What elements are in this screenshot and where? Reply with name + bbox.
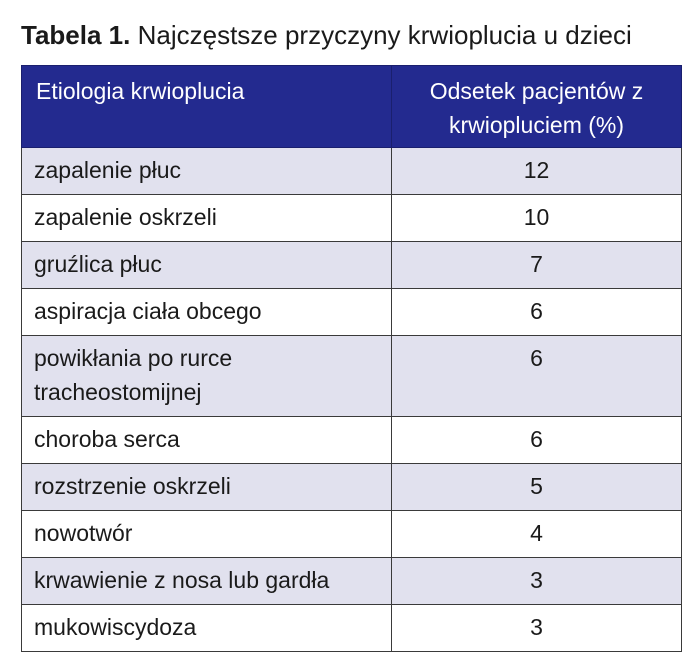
caption-label: Tabela 1. [21, 20, 131, 50]
etiology-cell: zapalenie płuc [22, 148, 392, 195]
etiology-cell: choroba serca [22, 417, 392, 464]
table-row [22, 336, 682, 417]
table-caption [21, 18, 632, 52]
etiology-cell: zapalenie oskrzeli [22, 195, 392, 242]
percent-cell: 12 [392, 148, 682, 195]
percent-cell: 3 [392, 605, 682, 652]
etiology-cell: powikłania po rurce tracheostomijnej [22, 336, 392, 417]
table-row [22, 242, 682, 289]
etiology-cell: aspiracja ciała obcego [22, 289, 392, 336]
percent-cell: 10 [392, 195, 682, 242]
etiology-cell: rozstrzenie oskrzeli [22, 464, 392, 511]
table-row [22, 605, 682, 652]
percent-cell: 5 [392, 464, 682, 511]
percent-cell: 3 [392, 558, 682, 605]
percent-cell: 6 [392, 289, 682, 336]
table-row [22, 464, 682, 511]
table-row [22, 289, 682, 336]
percent-cell: 7 [392, 242, 682, 289]
table-row [22, 417, 682, 464]
percent-cell: 4 [392, 511, 682, 558]
etiology-cell: mukowiscydoza [22, 605, 392, 652]
etiology-table [21, 65, 682, 652]
table-row [22, 195, 682, 242]
table-row [22, 148, 682, 195]
column-header-etiology: Etiologia krwioplucia [22, 66, 392, 148]
table-body [22, 148, 682, 652]
table-header [22, 66, 682, 148]
header-row [22, 66, 682, 148]
table-row [22, 558, 682, 605]
etiology-cell: nowotwór [22, 511, 392, 558]
table-row [22, 511, 682, 558]
column-header-percent: Odsetek pacjentów z krwiopluciem (%) [392, 66, 682, 148]
percent-cell: 6 [392, 336, 682, 417]
caption-text: Najczęstsze przyczyny krwioplucia u dzieci [137, 20, 632, 50]
etiology-cell: krwawienie z nosa lub gardła [22, 558, 392, 605]
percent-cell: 6 [392, 417, 682, 464]
etiology-cell: gruźlica płuc [22, 242, 392, 289]
